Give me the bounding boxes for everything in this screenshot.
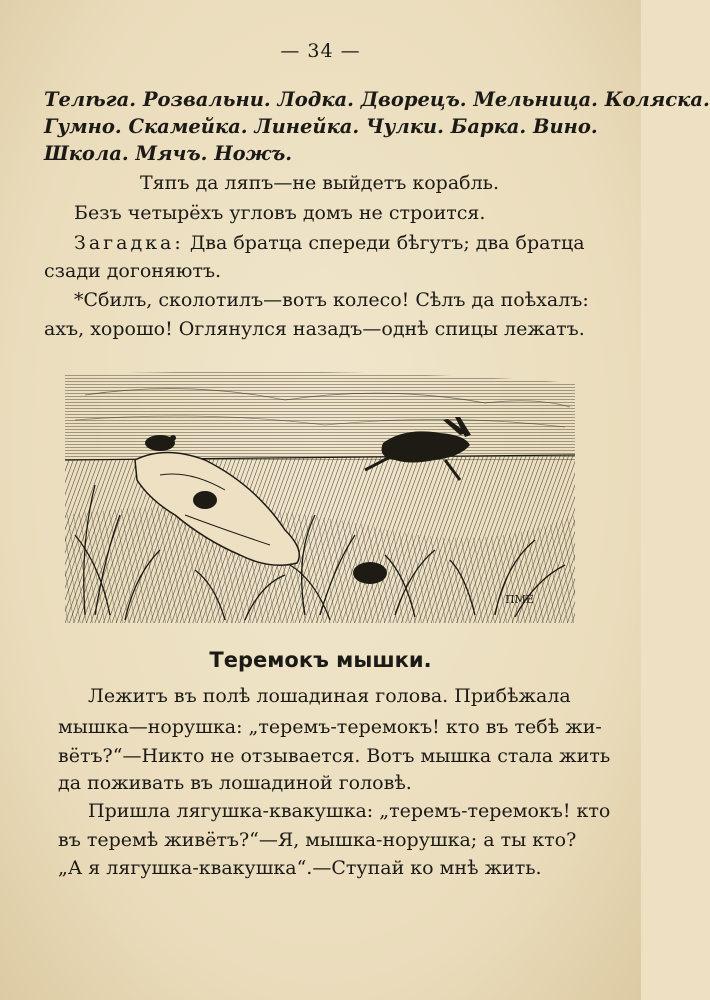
riddle-label: Загадка: [74,232,184,254]
frog [353,562,387,584]
riddle-line-1 [74,232,585,254]
story-line: да поживать въ лошадиной головѣ. [58,772,412,794]
proverb-2: Безъ четырёхъ угловъ домъ не строится. [74,202,486,224]
story-title: Теремокъ мышки. [209,648,432,672]
answer-line-1: *Сбилъ, сколотилъ—вотъ колесо! Сѣлъ да поѣхалъ: [74,289,589,311]
word-list [44,86,710,167]
story-line: „А я лягушка-квакушка“.—Ступай ко мнѣ жить. [58,857,542,879]
proverb-1: Тяпъ да ляпъ—не выйдетъ корабль. [140,172,500,194]
illustration-signature: ПМЕ [505,593,534,606]
word-list-line: Школа. Мячъ. Ножъ. [44,142,293,165]
engraving-illustration [65,365,575,623]
word-list-line: Гумно. Скамейка. Линейка. Чулки. Барка. Вино. [44,115,598,138]
word-list-line: Телѣга. Розвальни. Лодка. Дворецъ. Мельница. Коляска. [44,88,710,111]
sky [65,371,575,460]
story-line: Лежитъ въ полѣ лошадиная голова. Прибѣжала [88,685,571,707]
story-line: Пришла лягушка-квакушка: „теремъ-теремокъ! кто [88,800,611,822]
story-line: мышка—норушка: „теремъ-теремокъ! кто въ тебѣ жи- [58,716,602,738]
page-number: — 34 — [280,40,361,62]
riddle-text: Два братца спереди бѣгутъ; два братца [189,232,585,254]
story-line: вётъ?“—Никто не отзывается. Вотъ мышка стала жить [58,745,611,767]
story-line: въ теремѣ живётъ?“—Я, мышка-норушка; а ты кто? [58,829,577,851]
answer-line-2: ахъ, хорошо! Оглянулся назадъ—однѣ спицы лежатъ. [44,318,585,340]
riddle-line-2: сзади догоняютъ. [44,260,222,282]
